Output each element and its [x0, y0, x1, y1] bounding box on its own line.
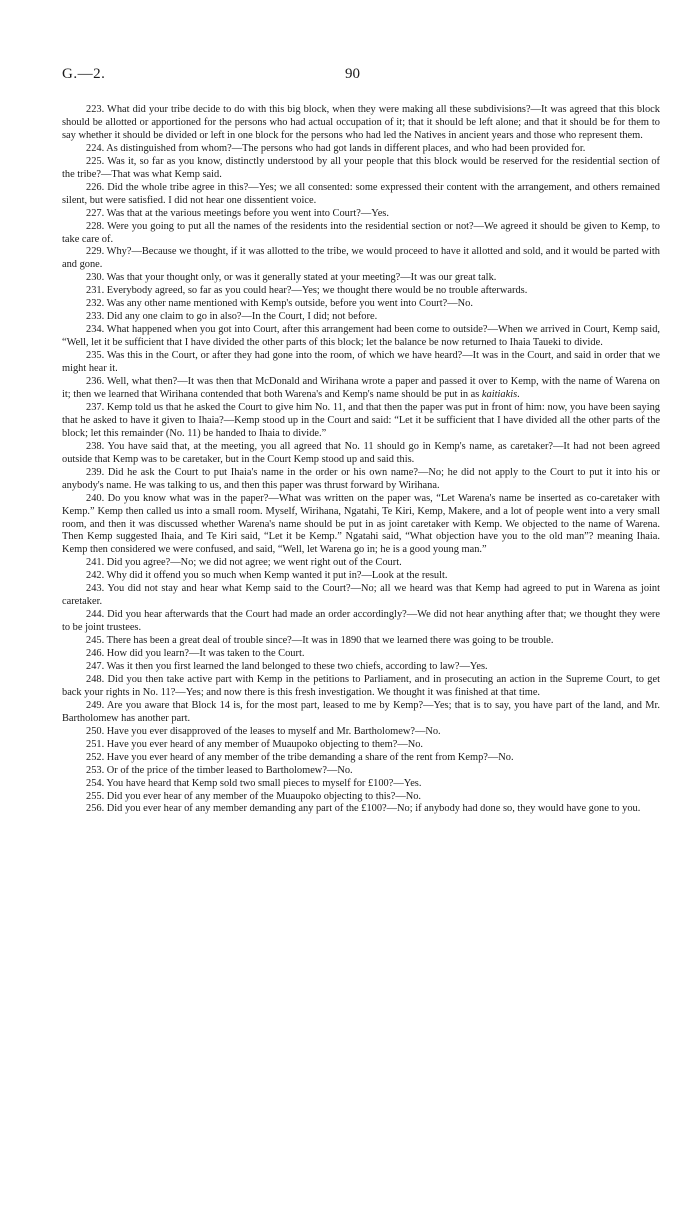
- paragraph-247: 247. Was it then you first learned the land belonged to these two chiefs, according to law?—Yes.: [86, 660, 488, 672]
- paragraph-236-text: 236. Well, what then?—It was then that McDonald and Wirihana wrote a paper and passed it over to Kemp, with the name of Warena on it; then we learned that Wirihana contended that both Warena's and Kemp's name should be put in as: [62, 376, 660, 400]
- paragraph-236-end: .: [517, 388, 520, 400]
- paragraph-251: 251. Have you ever heard of any member of Muaupoko objecting to them?—No.: [86, 738, 424, 750]
- paragraph-236: [62, 376, 660, 402]
- paragraph-248: 248. Did you then take active part with Kemp in the petitions to Parliament, and in prosecuting an action in the Supreme Court, to get back your rights in No. 11?—Yes; and now there is this fresh investigation. We thought it was finished at that time.: [62, 673, 660, 698]
- paragraph-227: 227. Was that at the various meetings before you went into Court?—Yes.: [86, 207, 389, 219]
- paragraph-256: 256. Did you ever hear of any member demanding any part of the £100?—No; if anybody had done so, they would have gone to you.: [86, 803, 641, 815]
- paragraph-249: 249. Are you aware that Block 14 is, for the most part, leased to me by Kemp?—Yes; that is to say, you have part of the land, and Mr. Bartholomew has another part.: [62, 699, 660, 724]
- paragraph-237: 237. Kemp told us that he asked the Court to give him No. 11, and that then the paper was put in front of him: now, you have been saying that he asked to have it given to Ihaia?—Kemp stood up in the Court and said: “Let it be sufficient that I have divided all the other parts of the block; let this remainder (No. 11) be handed to Ihaia to divide.”: [62, 401, 660, 439]
- paragraph-255: 255. Did you ever hear of any member of the Muaupoko objecting to this?—No.: [86, 790, 422, 802]
- paragraph-233: 233. Did any one claim to go in also?—In the Court, I did; not before.: [86, 311, 378, 323]
- paragraph-245: 245. There has been a great deal of trouble since?—It was in 1890 that we learned there was going to be trouble.: [86, 635, 554, 647]
- page-number: 90: [345, 66, 360, 82]
- paragraph-239: 239. Did he ask the Court to put Ihaia's name in the order or his own name?—No; he did not apply to the Court to put it into his or anybody's name. He was talking to us, and then this paper was thrust forward by Wirihana.: [62, 466, 660, 491]
- paragraph-254: 254. You have heard that Kemp sold two small pieces to myself for £100?—Yes.: [86, 777, 422, 789]
- paragraph-253: 253. Or of the price of the timber leased to Bartholomew?—No.: [86, 764, 353, 776]
- paragraph-230: 230. Was that your thought only, or was it generally stated at your meeting?—It was our great talk.: [86, 272, 497, 284]
- paragraph-232: 232. Was any other name mentioned with Kemp's outside, before you went into Court?—No.: [86, 298, 473, 310]
- paragraph-226: 226. Did the whole tribe agree in this?—Yes; we all consented: some expressed their content with the arrangement, and others remained silent, but were satisfied. I did not hear one dissentient voice.: [62, 181, 660, 206]
- paragraph-244: 244. Did you hear afterwards that the Court had made an order accordingly?—We did not hear anything after that; we thought they were to be joint trustees.: [62, 609, 660, 634]
- paragraph-229: 229. Why?—Because we thought, if it was allotted to the tribe, we would proceed to have it allotted and sold, and it would be parted with and gone.: [62, 246, 660, 271]
- paragraph-252: 252. Have you ever heard of any member of the tribe demanding a share of the rent from Kemp?—No.: [86, 751, 514, 763]
- paragraph-234: 234. What happened when you got into Court, after this arrangement had been come to outside?—When we arrived in Court, Kemp said, “Well, let it be sufficient that I have divided the other parts of this block; let the balance be now returned to Ihaia Taueki to divide.: [62, 324, 660, 349]
- body-text: [62, 104, 660, 816]
- paragraph-242: 242. Why did it offend you so much when Kemp wanted it put in?—Look at the result.: [86, 570, 448, 582]
- paragraph-246: 246. How did you learn?—It was taken to the Court.: [86, 648, 305, 660]
- paragraph-235: 235. Was this in the Court, or after they had gone into the room, of which we have heard?—It was in the Court, and said in order that we might hear it.: [62, 350, 660, 375]
- paragraph-238: 238. You have said that, at the meeting, you all agreed that No. 11 should go in Kemp's name, as caretaker?—It had not been agreed outside that Kemp was to be caretaker, but in the Court Kemp stood up and said this.: [62, 440, 660, 465]
- paragraph-236-italic: kaitiakis: [481, 388, 518, 400]
- paragraph-228: 228. Were you going to put all the names of the residents into the residential section or not?—We agreed it should be given to Kemp, to take care of.: [62, 220, 660, 245]
- paragraph-250: 250. Have you ever disapproved of the leases to myself and Mr. Bartholomew?—No.: [86, 725, 441, 737]
- paragraph-223: 223. What did your tribe decide to do with this big block, when they were making all these subdivisions?—It was agreed that this block should be allotted or apportioned for the persons who had actual occupation of it; that it should be left alone; and that it should be for them to say whether it should be divided or left in one block for the persons who had led the Natives in ancient years and those who represent them.: [62, 104, 660, 141]
- paragraph-243: 243. You did not stay and hear what Kemp said to the Court?—No; all we heard was that Kemp had agreed to put in Warena as joint caretaker.: [62, 583, 660, 608]
- paragraph-225: 225. Was it, so far as you know, distinctly understood by all your people that this block would be reserved for the residential section of the tribe?—That was what Kemp said.: [62, 155, 660, 180]
- paragraph-224: 224. As distinguished from whom?—The persons who had got lands in different places, and who had been provided for.: [86, 142, 586, 154]
- paragraph-241: 241. Did you agree?—No; we did not agree; we went right out of the Court.: [86, 557, 402, 569]
- document-reference: G.—2.: [62, 66, 106, 82]
- paragraph-231: 231. Everybody agreed, so far as you could hear?—Yes; we thought there would be no trouble afterwards.: [86, 285, 528, 297]
- paragraph-240: 240. Do you know what was in the paper?—What was written on the paper was, “Let Warena's name be inserted as co-caretaker with Kemp.” Kemp then called us into a small room. Myself, Wirihana, Ngatahi, Te Kiri, Kemp, Makere, and a lot of people went into a very small room, and then it was discussed whether Warena's name should be put in as joint caretaker with Kemp. We objected to the name of Warena. Then Kemp suggested Ihaia, and Te Kiri said, “Let it be Kemp.” Ngatahi said, “What objection have you to the old man”? meaning Ihaia. Kemp then considered we were confused, and said, “Well, let Warena go in; he is a good young man.”: [62, 492, 660, 556]
